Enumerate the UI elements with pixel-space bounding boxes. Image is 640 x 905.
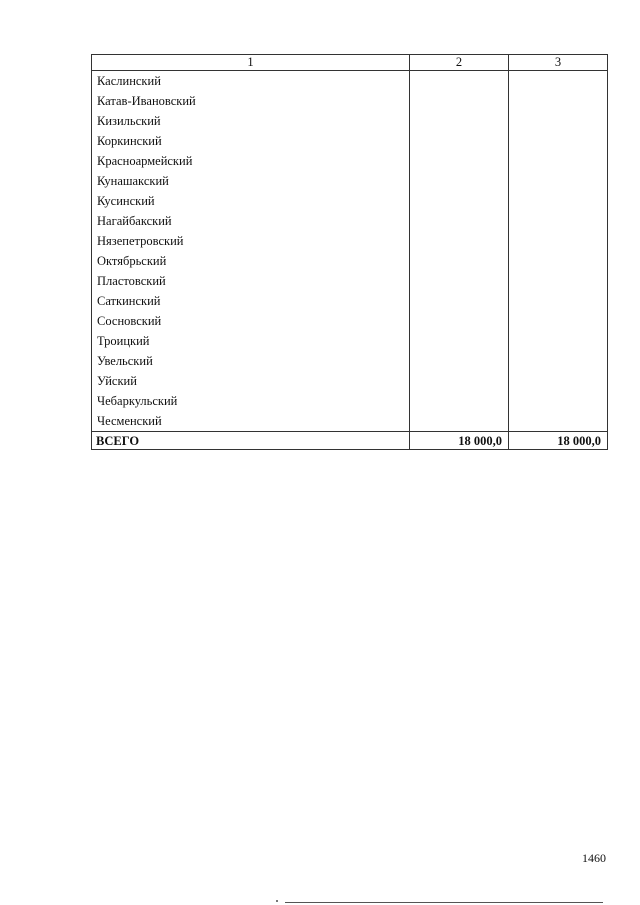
district-name: Кунашакский <box>92 171 410 191</box>
district-name: Красноармейский <box>92 151 410 171</box>
table-row <box>92 131 608 151</box>
table-row <box>92 271 608 291</box>
district-name: Чесменский <box>92 411 410 432</box>
district-name: Саткинский <box>92 291 410 311</box>
table-row <box>92 211 608 231</box>
total-value-col2: 18 000,0 <box>410 432 509 450</box>
district-name: Каслинский <box>92 71 410 92</box>
district-value-col3 <box>509 171 608 191</box>
district-name: Пластовский <box>92 271 410 291</box>
table-row <box>92 71 608 92</box>
district-value-col2 <box>410 171 509 191</box>
table-row <box>92 311 608 331</box>
district-value-col3 <box>509 271 608 291</box>
district-value-col2 <box>410 411 509 432</box>
district-name: Кусинский <box>92 191 410 211</box>
table-row <box>92 371 608 391</box>
district-name: Сосновский <box>92 311 410 331</box>
footer-mark <box>276 900 278 902</box>
table-row <box>92 391 608 411</box>
district-name: Троицкий <box>92 331 410 351</box>
table-row <box>92 331 608 351</box>
header-col-3: 3 <box>509 55 608 71</box>
district-value-col2 <box>410 251 509 271</box>
district-value-col2 <box>410 291 509 311</box>
table-row <box>92 411 608 432</box>
district-value-col2 <box>410 71 509 92</box>
district-value-col2 <box>410 151 509 171</box>
table-row <box>92 231 608 251</box>
district-value-col3 <box>509 191 608 211</box>
header-col-2: 2 <box>410 55 509 71</box>
district-name: Октябрьский <box>92 251 410 271</box>
district-value-col3 <box>509 311 608 331</box>
table-row <box>92 151 608 171</box>
district-value-col2 <box>410 231 509 251</box>
district-value-col3 <box>509 231 608 251</box>
table-row <box>92 251 608 271</box>
total-value-col3: 18 000,0 <box>509 432 608 450</box>
district-value-col2 <box>410 91 509 111</box>
district-value-col2 <box>410 351 509 371</box>
district-name: Нагайбакский <box>92 211 410 231</box>
district-value-col2 <box>410 211 509 231</box>
district-value-col2 <box>410 111 509 131</box>
page-number: 1460 <box>582 851 606 865</box>
district-value-col2 <box>410 371 509 391</box>
district-name: Коркинский <box>92 131 410 151</box>
district-name: Катав-Ивановский <box>92 91 410 111</box>
district-value-col3 <box>509 371 608 391</box>
district-value-col3 <box>509 391 608 411</box>
district-value-col3 <box>509 211 608 231</box>
district-name: Нязепетровский <box>92 231 410 251</box>
district-value-col2 <box>410 391 509 411</box>
header-col-1: 1 <box>92 55 410 71</box>
district-value-col2 <box>410 131 509 151</box>
district-value-col3 <box>509 351 608 371</box>
district-value-col3 <box>509 91 608 111</box>
total-row <box>92 432 608 450</box>
table-row <box>92 171 608 191</box>
district-value-col2 <box>410 191 509 211</box>
table-row <box>92 111 608 131</box>
table-row <box>92 91 608 111</box>
district-name: Чебаркульский <box>92 391 410 411</box>
districts-table <box>91 54 608 450</box>
district-value-col2 <box>410 311 509 331</box>
district-value-col3 <box>509 251 608 271</box>
district-value-col3 <box>509 411 608 432</box>
total-label: ВСЕГО <box>92 432 410 450</box>
district-name: Уйский <box>92 371 410 391</box>
district-value-col2 <box>410 331 509 351</box>
table-row <box>92 351 608 371</box>
district-value-col3 <box>509 71 608 92</box>
footer-divider <box>285 902 603 903</box>
table-row <box>92 191 608 211</box>
table-row <box>92 291 608 311</box>
district-value-col3 <box>509 131 608 151</box>
district-value-col3 <box>509 151 608 171</box>
district-value-col3 <box>509 291 608 311</box>
district-value-col3 <box>509 331 608 351</box>
district-name: Увельский <box>92 351 410 371</box>
district-value-col3 <box>509 111 608 131</box>
header-row <box>92 55 608 71</box>
district-value-col2 <box>410 271 509 291</box>
district-name: Кизильский <box>92 111 410 131</box>
